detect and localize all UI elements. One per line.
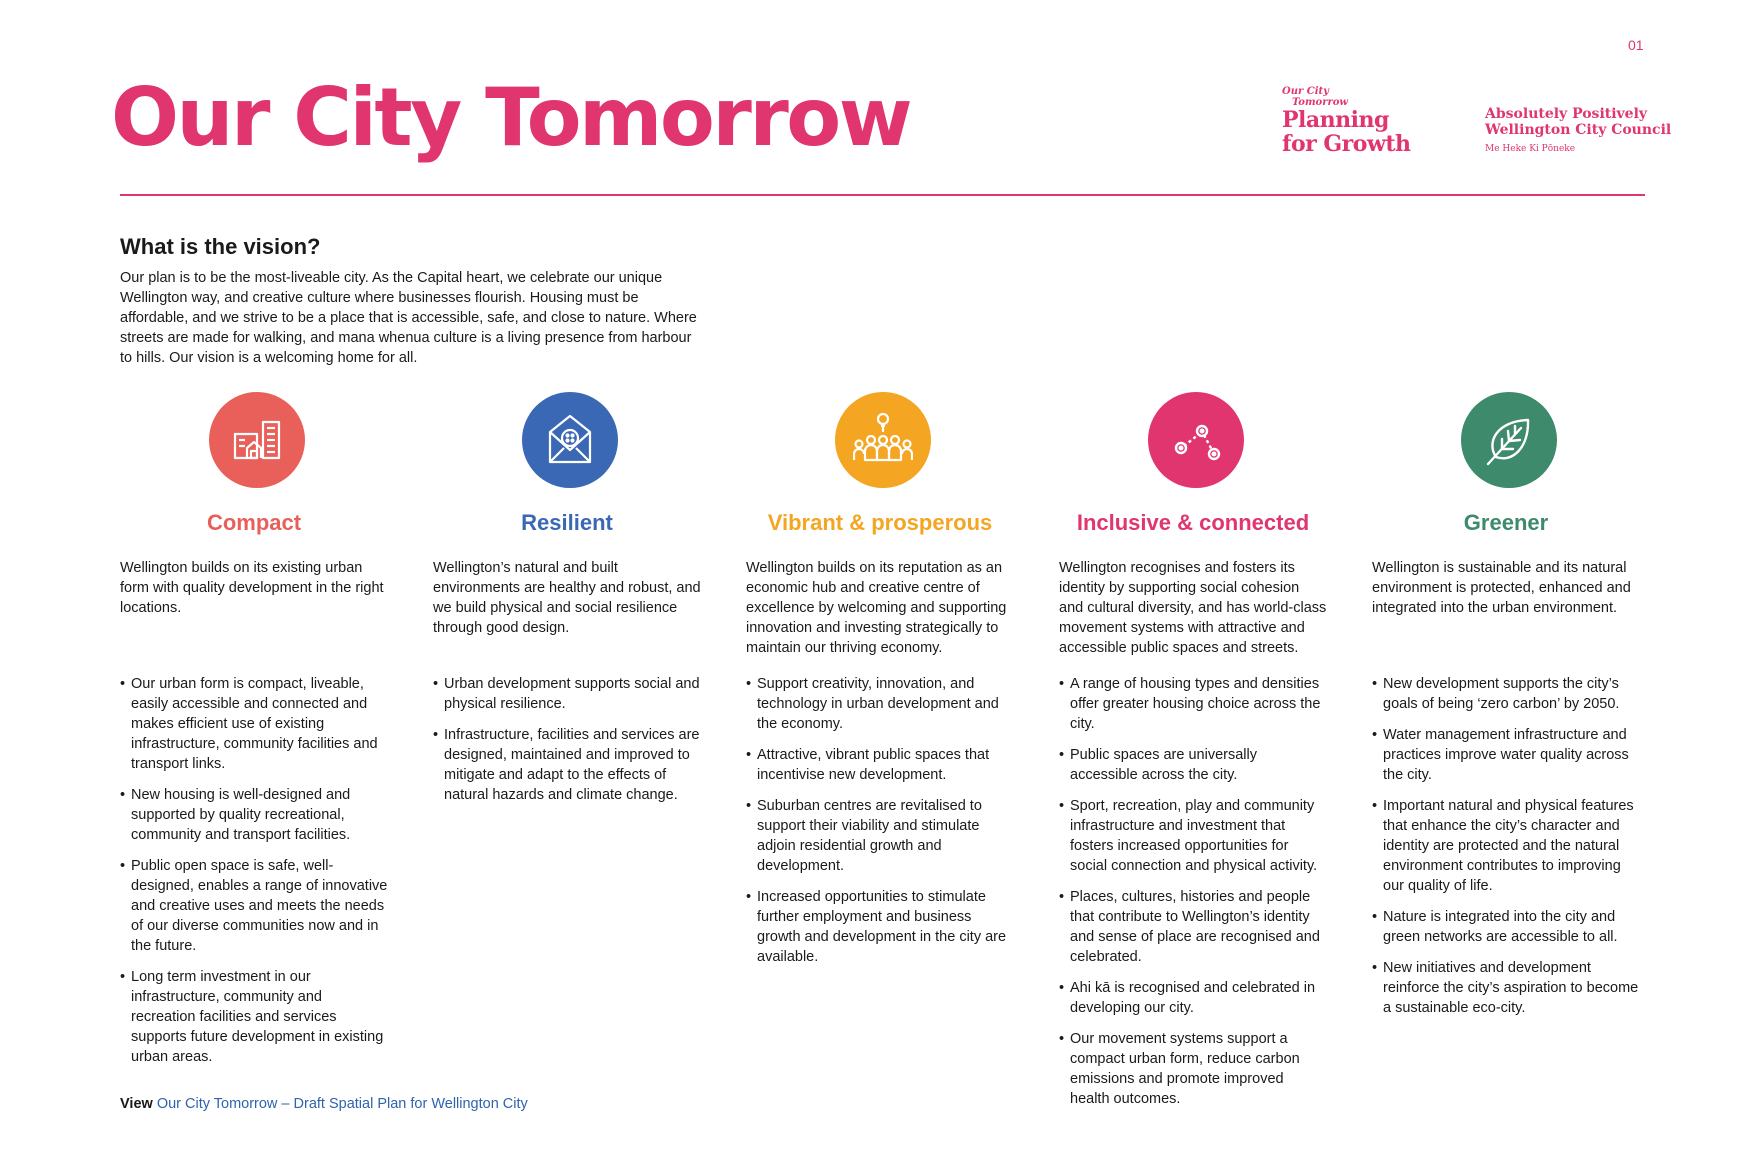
column-description: Wellington builds on its existing urban form with quality development in the right locations.: [120, 560, 384, 616]
logo-big-line-1: Planning: [1282, 107, 1389, 133]
logo-small-line-2: Tomorrow: [1292, 97, 1349, 108]
council-logo-line-2: Wellington City Council: [1485, 122, 1672, 138]
council-logo-line-3: Me Heke Ki Pōneke: [1485, 144, 1576, 154]
list-item: • A range of housing types and densities offer greater housing choice across the city.: [1059, 674, 1327, 734]
bullet-list: [1059, 674, 1327, 1120]
column-title: Resilient: [521, 510, 613, 535]
logo-small-line-1: Our City: [1282, 86, 1329, 97]
list-item: • Suburban centres are revitalised to support their viability and stimulate adjoin residential growth and development.: [746, 796, 1014, 876]
list-item: • Nature is integrated into the city and green networks are accessible to all.: [1372, 907, 1640, 947]
column-greener: [1372, 392, 1640, 1016]
buildings-icon: [209, 392, 305, 488]
list-item: • New initiatives and development reinforce the city’s aspiration to become a sustainable eco-city.: [1372, 958, 1640, 1018]
wellington-city-council-logo: [1485, 106, 1671, 156]
list-item: • Attractive, vibrant public spaces that incentivise new development.: [746, 745, 1014, 785]
footer-view-link: [120, 1094, 528, 1114]
leaf-icon: [1461, 392, 1557, 488]
page-title: Our City Tomorrow: [111, 71, 911, 164]
list-item: • Our movement systems support a compact urban form, reduce carbon emissions and promote improved health outcomes.: [1059, 1029, 1327, 1109]
connected-nodes-icon: [1148, 392, 1244, 488]
list-item: • Infrastructure, facilities and services are designed, maintained and improved to mitigate and adapt to the effects of natural hazards and climate change.: [433, 725, 701, 805]
list-item: • Our urban form is compact, liveable, easily accessible and connected and makes efficient use of existing infrastructure, community facilities and transport links.: [120, 674, 388, 774]
column-title: Vibrant & prosperous: [767, 510, 993, 535]
list-item: • Long term investment in our infrastructure, community and recreation facilities and services supports future development in existing urban areas.: [120, 967, 388, 1067]
logo-big-line-2: for Growth: [1282, 131, 1411, 157]
column-description: Wellington recognises and fosters its identity by supporting social cohesion and cultural diversity, and has world-class movement systems with attractive and accessible public spaces and streets.: [1059, 560, 1327, 656]
list-item: • Support creativity, innovation, and technology in urban development and the economy.: [746, 674, 1014, 734]
bullet-list: [746, 674, 1014, 978]
council-logo-line-1: Absolutely Positively: [1485, 106, 1648, 122]
list-item: • Public open space is safe, well-designed, enables a range of innovative and creative uses and meets the needs of our diverse communities now and in the future.: [120, 856, 388, 956]
planning-for-growth-logo: [1282, 86, 1411, 156]
column-title: Inclusive & connected: [1076, 510, 1310, 535]
page-number: 01: [1628, 37, 1644, 53]
list-item: • New development supports the city’s goals of being ‘zero carbon’ by 2050.: [1372, 674, 1640, 714]
view-label: View: [120, 1096, 153, 1112]
column-title: Compact: [206, 510, 302, 535]
list-item: • New housing is well-designed and supported by quality recreational, community and transport facilities.: [120, 785, 388, 845]
column-description: Wellington’s natural and built environments are healthy and robust, and we build physical and social resilience through good design.: [433, 560, 701, 636]
vision-text: Our plan is to be the most-liveable city. As the Capital heart, we celebrate our unique Wellington way, and creative culture where businesses flourish. Housing must be affordable, and we strive to be a place that is accessible, safe, and close to nature. Where streets are made for walking, and mana whenua culture is a living presence from harbour to hills. Our vision is a welcoming home for all.: [120, 270, 697, 366]
header-divider: [120, 194, 1645, 196]
column-inclusive-connected: [1059, 392, 1327, 1107]
column-description: Wellington is sustainable and its natural environment is protected, enhanced and integrated into the urban environment.: [1372, 560, 1631, 616]
column-title: Greener: [1463, 510, 1549, 535]
bullet-list: [433, 674, 701, 816]
vision-heading: What is the vision?: [120, 234, 321, 259]
list-item: • Places, cultures, histories and people that contribute to Wellington’s identity and sense of place are recognised and celebrated.: [1059, 887, 1327, 967]
list-item: • Increased opportunities to stimulate further employment and business growth and development in the city are available.: [746, 887, 1014, 967]
list-item: • Ahi kā is recognised and celebrated in developing our city.: [1059, 978, 1327, 1018]
people-lightbulb-icon: [835, 392, 931, 488]
list-item: • Public spaces are universally accessible across the city.: [1059, 745, 1327, 785]
list-item: • Sport, recreation, play and community infrastructure and investment that fosters increased opportunities for social connection and physical activity.: [1059, 796, 1327, 876]
shield-button-icon: [522, 392, 618, 488]
column-compact: [120, 392, 388, 1065]
list-item: • Water management infrastructure and practices improve water quality across the city.: [1372, 725, 1640, 785]
bullet-list: [1372, 674, 1640, 1029]
draft-spatial-plan-link[interactable]: Our City Tomorrow – Draft Spatial Plan for Wellington City: [156, 1096, 528, 1112]
column-resilient: [433, 392, 701, 803]
bullet-list: [120, 674, 388, 1078]
column-description: Wellington builds on its reputation as an economic hub and creative centre of excellence by welcoming and supporting innovation and investing strategically to maintain our thriving economy.: [746, 560, 1007, 656]
list-item: • Urban development supports social and physical resilience.: [433, 674, 701, 714]
column-vibrant-prosperous: [746, 392, 1014, 965]
list-item: • Important natural and physical features that enhance the city’s character and identity are protected and the natural environment contributes to improving our quality of life.: [1372, 796, 1640, 896]
